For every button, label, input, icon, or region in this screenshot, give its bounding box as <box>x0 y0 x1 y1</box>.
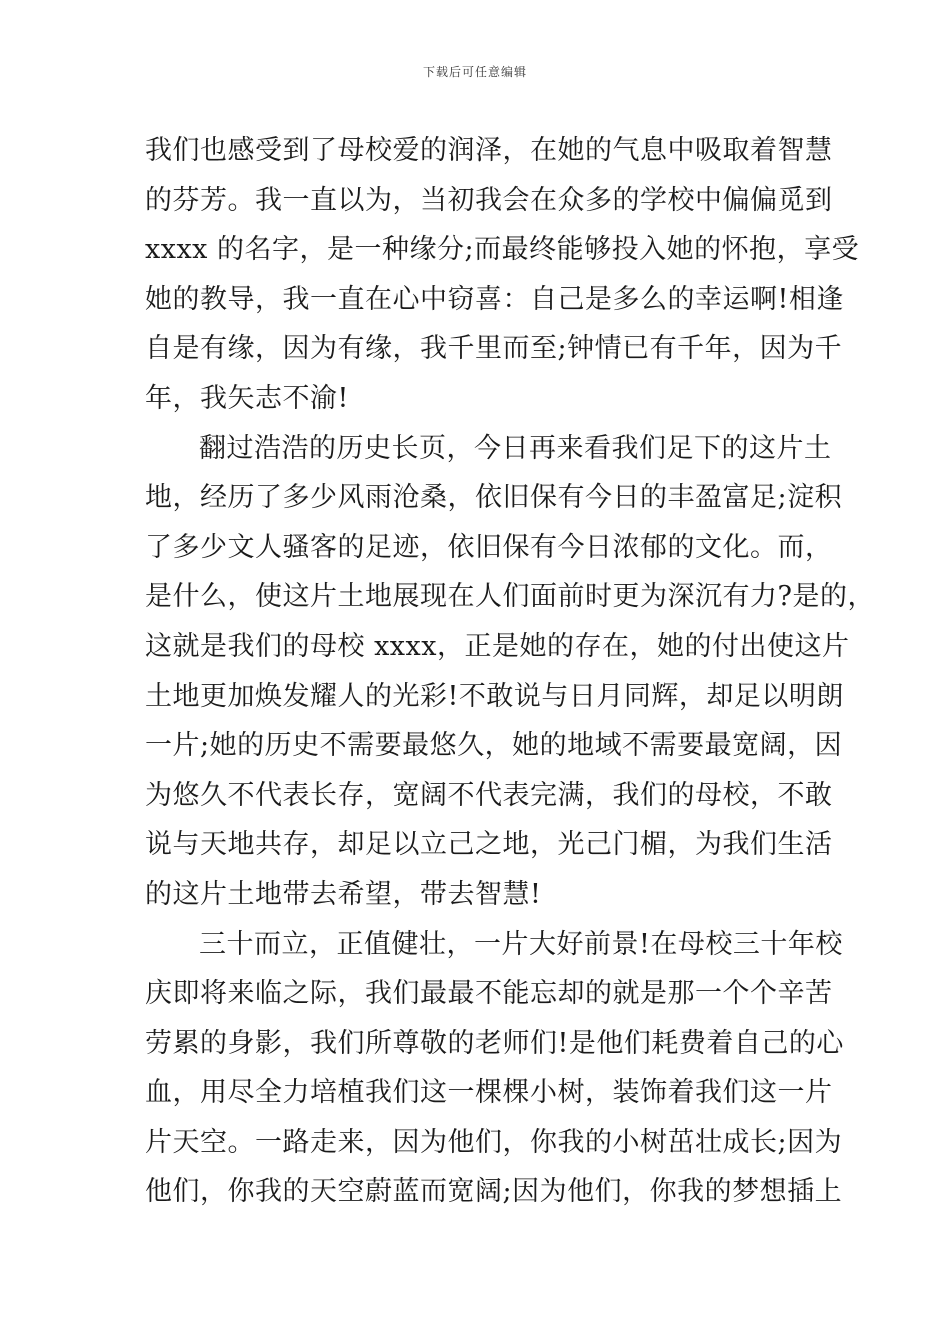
text-line: 土地更加焕发耀人的光彩!不敢说与日月同辉，却足以明朗 <box>145 680 844 712</box>
text-line: xxxx 的名字，是一种缘分;而最终能够投入她的怀抱，享受 <box>145 234 860 266</box>
page-header: 下载后可任意编辑 <box>422 65 527 79</box>
text-line: 了多少文人骚客的足迹，依旧保有今日浓郁的文化。而， <box>145 531 833 563</box>
text-line: 的这片土地带去希望，带去智慧! <box>145 878 542 910</box>
text-line: 为悠久不代表长存，宽阔不代表完满，我们的母校，不敢 <box>145 779 833 811</box>
text-line: 自是有缘，因为有缘，我千里而至;钟情已有千年，因为千 <box>145 333 843 365</box>
text-line: 的芬芳。我一直以为，当初我会在众多的学校中偏偏觅到 <box>145 184 833 216</box>
text-line: 是什么，使这片土地展现在人们面前时更为深沉有力?是的， <box>145 581 875 613</box>
text-line: 一片;她的历史不需要最悠久，她的地域不需要最宽阔，因 <box>145 730 843 762</box>
text-line: 他们，你我的天空蔚蓝而宽阔;因为他们，你我的梦想插上 <box>145 1176 843 1208</box>
text-line: 年，我矢志不渝! <box>145 382 349 414</box>
text-line: 劳累的身影，我们所尊敬的老师们!是他们耗费着自己的心 <box>145 1027 844 1059</box>
text-line: 她的教导，我一直在心中窃喜：自己是多么的幸运啊!相逢 <box>145 283 844 315</box>
text-line: 片天空。一路走来，因为他们，你我的小树茁壮成长;因为 <box>145 1126 843 1158</box>
text-line: 我们也感受到了母校爱的润泽，在她的气息中吸取着智慧 <box>145 135 833 166</box>
text-line: 庆即将来临之际，我们最最不能忘却的就是那一个个辛苦 <box>145 978 833 1010</box>
text-line: 说与天地共存，却足以立己之地，光己门楣，为我们生活 <box>145 829 833 861</box>
paragraph-first-line: 翻过浩浩的历史长页，今日再来看我们足下的这片土 <box>199 432 832 464</box>
text-line: 血，用尽全力培植我们这一棵棵小树，装饰着我们这一片 <box>145 1077 833 1109</box>
text-line: 这就是我们的母校 xxxx，正是她的存在，她的付出使这片 <box>145 630 850 662</box>
paragraph-first-line: 三十而立，正值健壮，一片大好前景!在母校三十年校 <box>199 928 843 960</box>
body-text <box>145 126 875 1217</box>
text-line: 地，经历了多少风雨沧桑，依旧保有今日的丰盈富足;淀积 <box>145 482 843 514</box>
